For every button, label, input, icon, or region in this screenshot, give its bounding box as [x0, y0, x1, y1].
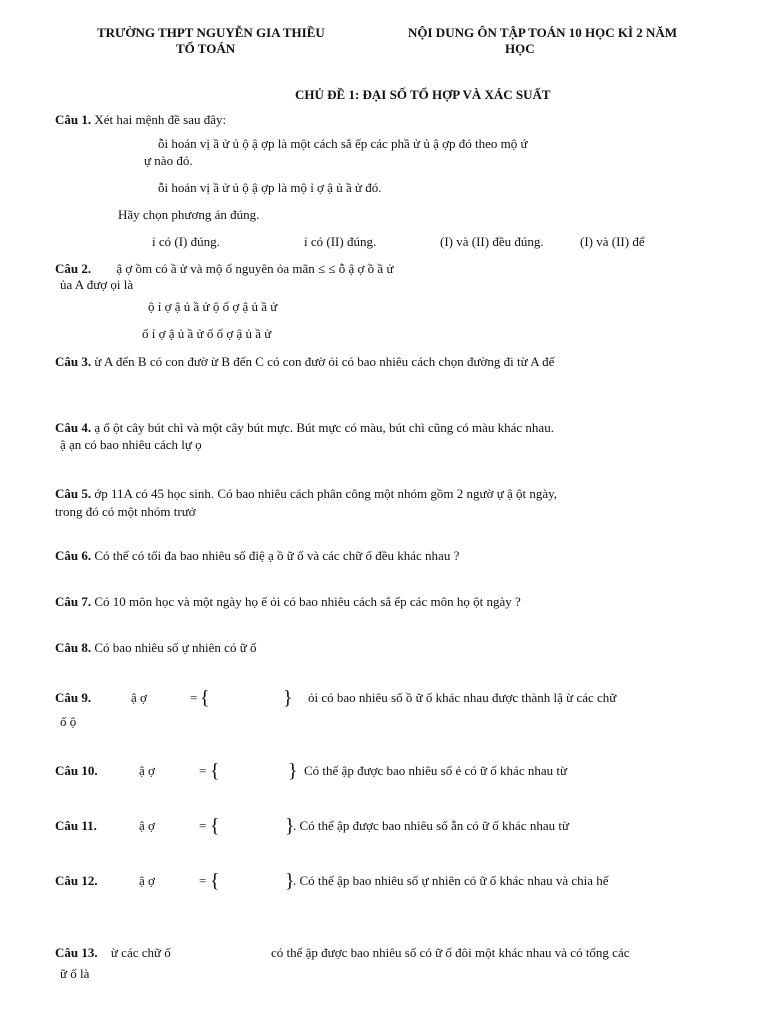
question-label: Câu 3.: [55, 354, 92, 369]
option-b: ỉ có (II) đúng.: [304, 234, 377, 249]
question-label: Câu 7.: [55, 594, 92, 609]
left-brace: {: [210, 760, 220, 782]
question-text: ừ các chữ ố: [110, 945, 171, 960]
department-name: TỔ TOÁN: [176, 41, 236, 56]
question-text: Có thể có tối đa bao nhiêu số điệ ạ ồ ữ ố và các chữ ố đều khác nhau ?: [94, 548, 460, 563]
left-brace: {: [210, 815, 220, 837]
question-text: ừ A đến B có con đườ ừ B đến C có con đườ ỏi có bao nhiêu cách chọn đường đi từ A đế: [94, 354, 555, 369]
question-13-text: có thể ập được bao nhiêu số có ữ ố đôi một khác nhau và có tổng các: [271, 945, 630, 960]
question-label: Câu 6.: [55, 548, 92, 563]
set-name: ậ ợ: [139, 873, 155, 888]
statement-1: ỗi hoán vị ầ ử ủ ộ ậ ợp là một cách sắ ếp các phầ ử ủ ậ ợp đó theo mộ ứ: [158, 136, 528, 151]
question-label: Câu 10.: [55, 763, 98, 778]
document-title-line2: HỌC: [505, 41, 535, 56]
question-text: Xét hai mệnh đề sau đây:: [94, 112, 227, 127]
right-brace: }: [285, 870, 295, 892]
question-11: [55, 818, 97, 834]
option-c: (I) và (II) đều đúng.: [440, 234, 544, 249]
question-text: ỏi có bao nhiêu số ồ ữ ố khác nhau được thành lậ ừ các chữ: [308, 690, 617, 705]
question-6: [55, 548, 459, 564]
equals-sign: =: [190, 690, 198, 705]
question-8: [55, 640, 257, 656]
left-brace: {: [200, 687, 210, 709]
equals-sign: =: [199, 763, 207, 778]
question-label: Câu 11.: [55, 818, 97, 833]
question-text: . Có thể ập được bao nhiêu số ẵn có ữ ố khác nhau từ: [293, 818, 570, 833]
right-brace: }: [283, 687, 293, 709]
option-row-2: ố ỉ ợ ậ ủ ầ ử ố ổ ợ ậ ủ ầ ử: [142, 326, 272, 341]
question-label: Câu 1.: [55, 112, 92, 127]
set-name: ậ ợ: [139, 763, 155, 778]
question-4-cont: ậ ạn có bao nhiêu cách lự ọ: [60, 437, 202, 452]
question-label: Câu 9.: [55, 690, 92, 705]
question-label: Câu 13.: [55, 945, 98, 960]
question-text: Có bao nhiêu số ự nhiên có ữ ố: [94, 640, 257, 655]
set-name: ậ ợ: [139, 818, 155, 833]
topic-title: CHỦ ĐỀ 1: ĐẠI SỐ TỔ HỢP VÀ XÁC SUẤT: [295, 87, 551, 102]
question-label: Câu 12.: [55, 873, 98, 888]
equals-sign: =: [199, 818, 207, 833]
question-text: ớp 11A có 45 học sinh. Có bao nhiêu cách phân công một nhóm gồm 2 ngườ ự ậ ột ngày,: [94, 486, 558, 501]
question-text: Có 10 môn học và một ngày họ ế ỏi có bao nhiêu cách sắ ếp các môn họ ột ngày ?: [94, 594, 521, 609]
set-name: ậ ợ: [131, 690, 147, 705]
question-label: Câu 2.: [55, 261, 92, 276]
question-5: [55, 486, 557, 502]
right-brace: }: [288, 760, 298, 782]
question-text: . Có thể ập bao nhiêu số ự nhiên có ữ ố khác nhau và chia hế: [293, 873, 609, 888]
left-brace: {: [210, 870, 220, 892]
equals-sign: =: [199, 873, 207, 888]
option-row-1: ộ ỉ ợ ậ ủ ầ ử ộ ổ ợ ậ ủ ầ ử: [148, 299, 278, 314]
question-12: [55, 873, 98, 889]
statement-2: ỗi hoán vị ầ ử ủ ộ ậ ợp là mộ ỉ ợ ậ ủ ầ ử đó.: [158, 180, 382, 195]
school-name: TRƯỜNG THPT NGUYỄN GIA THIỀU: [97, 25, 325, 40]
question-label: Câu 8.: [55, 640, 92, 655]
question-5-cont: trong đó có một nhóm trưở: [55, 504, 196, 519]
question-1: [55, 112, 226, 128]
instruction: Hãy chọn phương án đúng.: [118, 207, 260, 222]
question-text: Có thể ập được bao nhiêu số ẻ có ữ ố khác nhau từ: [304, 763, 568, 778]
question-2: [55, 261, 394, 277]
question-9-cont: ố ộ: [60, 714, 77, 729]
option-a: ỉ có (I) đúng.: [152, 234, 220, 249]
option-d: (I) và (II) để: [580, 234, 645, 249]
question-9: [55, 690, 91, 706]
question-3: [55, 354, 554, 370]
question-label: Câu 4.: [55, 420, 92, 435]
question-label: Câu 5.: [55, 486, 92, 501]
statement-1-cont: ự nào đó.: [144, 153, 193, 168]
question-13: [55, 945, 171, 961]
question-13-cont: ữ ố là: [60, 966, 90, 981]
question-text: ậ ợ ồm có ầ ử và mộ ố nguyên ỏa mãn ≤ ≤ ỗ ậ ợ ồ ầ ử: [116, 261, 394, 276]
question-10: [55, 763, 98, 779]
document-title-line1: NỘI DUNG ÔN TẬP TOÁN 10 HỌC KÌ 2 NĂM: [408, 25, 678, 40]
question-7: [55, 594, 521, 610]
right-brace: }: [285, 815, 295, 837]
question-2-cont: ủa A đượ ọi là: [60, 277, 134, 292]
question-text: ạ ố ột cây bút chì và một cây bút mực. Bút mực có màu, bút chì cũng có màu khác nhau.: [94, 420, 554, 435]
question-4: [55, 420, 554, 436]
